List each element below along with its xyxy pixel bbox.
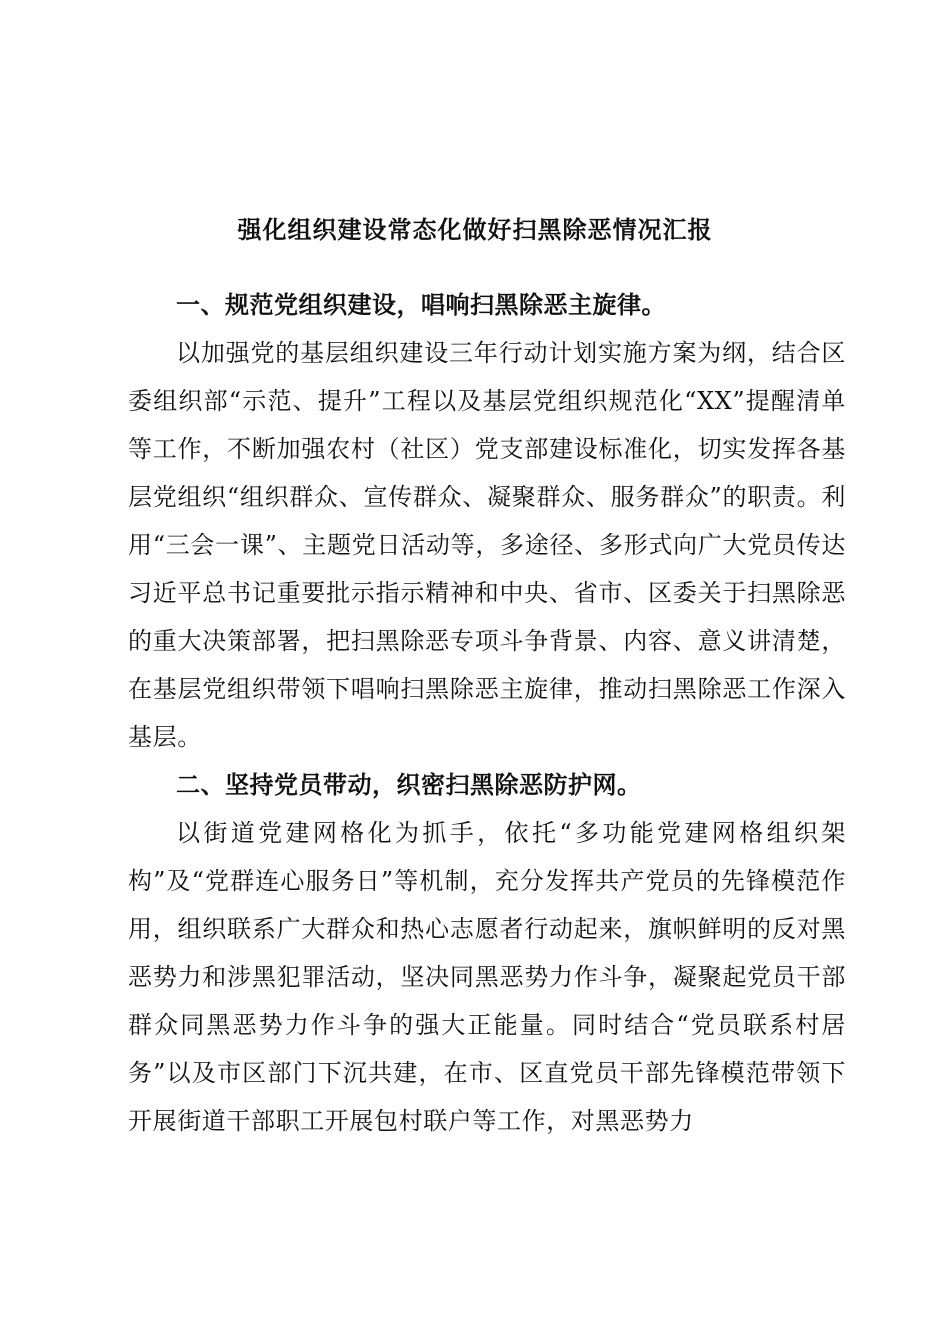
- section-2-paragraph: 以街道党建网格化为抓手，依托“多功能党建网格组织架构”及“党群连心服务日”等机制，充分发挥共产党员的先锋模范作用，组织联系广大群众和热心志愿者行动起来，旗帜鲜明的反对黑恶势力和涉黑犯罪活动，坚决同黑恶势力作斗争，凝聚起党员干部群众同黑恶势力作斗争的强大正能量。同时结合“党员联系村居务”以及市区部门下沉共建，在市、区直党员干部先锋模范带领下开展街道干部职工开展包村联户等工作，对黑恶势力: [128, 819, 846, 1135]
- document-title: 强化组织建设常态化做好扫黑除恶情况汇报: [237, 215, 713, 244]
- section-1-heading: 一、规范党组织建设，唱响扫黑除恶主旋律。: [176, 290, 666, 319]
- section-1-paragraph: 以加强党的基层组织建设三年行动计划实施方案为纲，结合区委组织部“示范、提升”工程以及基层党组织规范化“XX”提醒清单等工作，不断加强农村（社区）党支部建设标准化，切实发挥各基层党组织“组织群众、宣传群众、凝聚群众、服务群众”的职责。利用“三会一课”、主题党日活动等，多途径、多形式向广大党员传达习近平总书记重要批示指示精神和中央、省市、区委关于扫黑除恶的重大决策部署，把扫黑除恶专项斗争背景、内容、意义讲清楚，在基层党组织带领下唱响扫黑除恶主旋律，推动扫黑除恶工作深入基层。: [128, 339, 846, 751]
- section-2-heading: 二、坚持党员带动，织密扫黑除恶防护网。: [176, 770, 642, 799]
- document-body: [128, 281, 846, 1145]
